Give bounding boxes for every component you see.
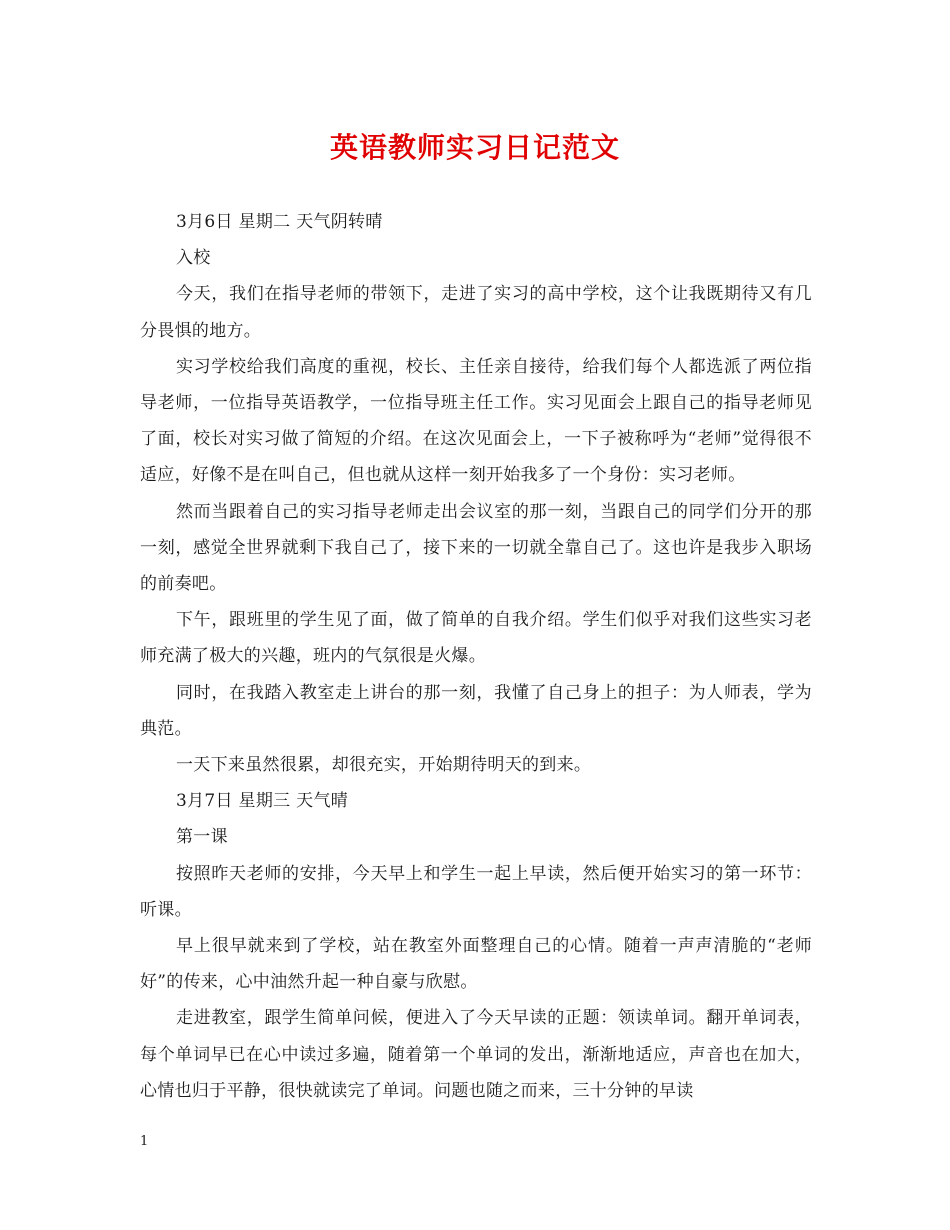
paragraph: 一天下来虽然很累，却很充实，开始期待明天的到来。: [176, 755, 592, 776]
paragraph: 然而当跟着自己的实习指导老师走出会议室的那一刻，当跟自己的同学们分开的那一刻，感觉全世界就剩下我自己了，接下来的一切就全靠自己了。这也许是我步入职场的前奏吧。: [140, 501, 812, 595]
document-title: 英语教师实习日记范文: [329, 131, 620, 164]
paragraph: 实习学校给我们高度的重视，校长、主任亲自接待，给我们每个人都选派了两位指导老师，一位指导英语教学，一位指导班主任工作。实习见面会上跟自己的指导老师见了面，校长对实习做了简短的介绍。在这次见面会上，一下子被称呼为“老师”觉得很不适应，好像不是在叫自己，但也就从这样一刻开始我多了一个身份：实习老师。: [140, 356, 812, 486]
document-body: [140, 204, 812, 1109]
paragraph: 走进教室，跟学生简单问候，便进入了今天早读的正题：领读单词。翻开单词表，每个单词早已在心中读过多遍，随着第一个单词的发出，渐渐地适应，声音也在加大，心情也归于平静，很快就读完了单词。问题也随之而来，三十分钟的早读: [140, 1008, 812, 1101]
paragraph: 按照昨天老师的安排，今天早上和学生一起上早读，然后便开始实习的第一环节：听课。: [140, 863, 812, 920]
paragraph: 下午，跟班里的学生见了面，做了简单的自我介绍。学生们似乎对我们这些实习老师充满了极大的兴趣，班内的气氛很是火爆。: [140, 610, 812, 667]
page-number: 1: [140, 1134, 149, 1149]
paragraph-date-line: 3月6日 星期二 天气阴转晴: [176, 212, 383, 232]
paragraph-date-line: 3月7日 星期三 天气晴: [176, 791, 349, 812]
paragraph: 今天，我们在指导老师的带领下，走进了实习的高中学校，这个让我既期待又有几分畏惧的地方。: [140, 284, 812, 341]
paragraph: 早上很早就来到了学校，站在教室外面整理自己的心情。随着一声声清脆的“老师好”的传来，心中油然升起一种自豪与欣慰。: [140, 936, 812, 993]
paragraph: 同时，在我踏入教室走上讲台的那一刻，我懂了自己身上的担子：为人师表，学为典范。: [140, 682, 812, 739]
paragraph-heading: 第一课: [176, 827, 228, 848]
paragraph-heading: 入校: [176, 248, 211, 269]
